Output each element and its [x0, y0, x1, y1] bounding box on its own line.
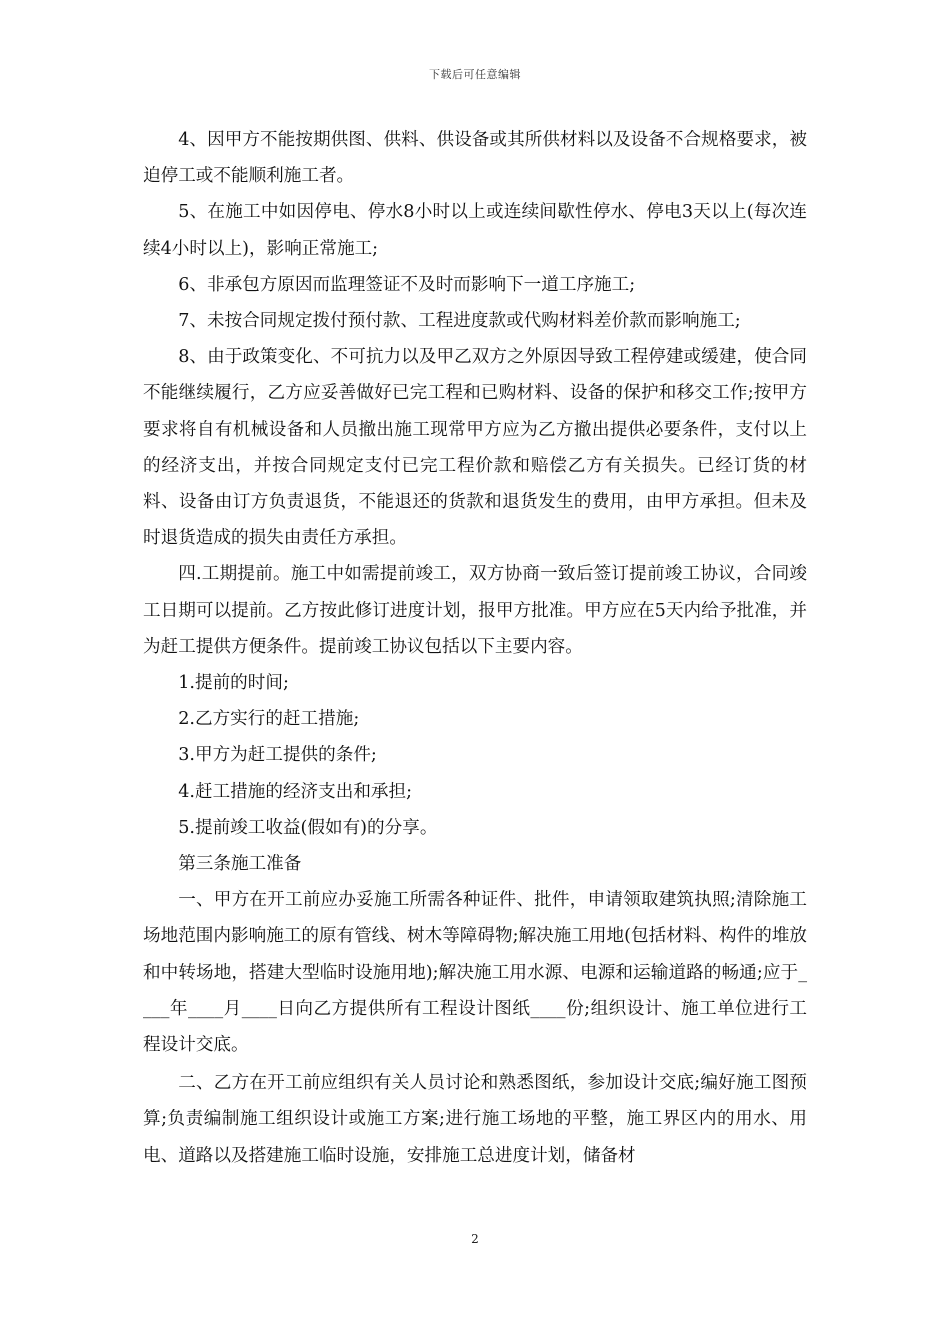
- document-body: [143, 122, 807, 1174]
- paragraph-item-6: 6、非承包方原因而监理签证不及时而影响下一道工序施工;: [178, 274, 636, 295]
- list-item-benefit-sharing: 5.提前竣工收益(假如有)的分享。: [178, 817, 438, 838]
- list-item-rush-costs: 4.赶工措施的经济支出和承担;: [178, 781, 413, 802]
- page-number: 2: [471, 1232, 479, 1246]
- paragraph-item-8: 8、由于政策变化、不可抗力以及甲乙双方之外原因导致工程停建或缓建，使合同不能继续履行，乙方应妥善做好已完工程和已购材料、设备的保护和移交工作;按甲方要求将自有机械设备和人员撤出施工现常甲方应为乙方撤出提供必要条件，支付以上的经济支出，并按合同规定支付已完工程价款和赔偿乙方有关损失。已经订货的材料、设备由订方负责退货，不能退还的货款和退货发生的费用，由甲方承担。但未及时退货造成的损失由责任方承担。: [143, 347, 807, 549]
- section-heading-construction-prep: 第三条施工准备: [178, 854, 302, 875]
- list-item-rush-measures: 2.乙方实行的赶工措施;: [178, 709, 360, 730]
- paragraph-party-a-prep: 一、甲方在开工前应办妥施工所需各种证件、批件，申请领取建筑执照;清除施工场地范围内影响施工的原有管线、树木等障碍物;解决施工用地(包括材料、构件的堆放和中转场地，搭建大型临时设施用地);解决施工用水源、电源和运输道路的畅通;应于____年____月____日向乙方提供所有工程设计图纸____份;组织设计、施工单位进行工程设计交底。: [143, 890, 807, 1056]
- paragraph-schedule-advance: 四.工期提前。施工中如需提前竣工，双方协商一致后签订提前竣工协议，合同竣工日期可以提前。乙方按此修订进度计划，报甲方批准。甲方应在5天内给予批准，并为赶工提供方便条件。提前竣工协议包括以下主要内容。: [143, 564, 807, 657]
- paragraph-item-7: 7、未按合同规定拨付预付款、工程进度款或代购材料差价款而影响施工;: [178, 311, 741, 332]
- paragraph-item-4: 4、因甲方不能按期供图、供料、供设备或其所供材料以及设备不合规格要求，被迫停工或不能顺利施工者。: [143, 130, 807, 187]
- page-header-note: 下载后可任意编辑: [429, 68, 521, 81]
- paragraph-item-5: 5、在施工中如因停电、停水8小时以上或连续间歇性停水、停电3天以上(每次连续4小时以上)，影响正常施工;: [143, 202, 807, 259]
- paragraph-party-b-prep: 二、乙方在开工前应组织有关人员讨论和熟悉图纸，参加设计交底;编好施工图预算;负责编制施工组织设计或施工方案;进行施工场地的平整，施工界区内的用水、用电、道路以及搭建施工临时设施，安排施工总进度计划，储备材: [143, 1073, 807, 1166]
- list-item-advance-time: 1.提前的时间;: [178, 673, 289, 694]
- list-item-rush-conditions: 3.甲方为赶工提供的条件;: [178, 745, 377, 766]
